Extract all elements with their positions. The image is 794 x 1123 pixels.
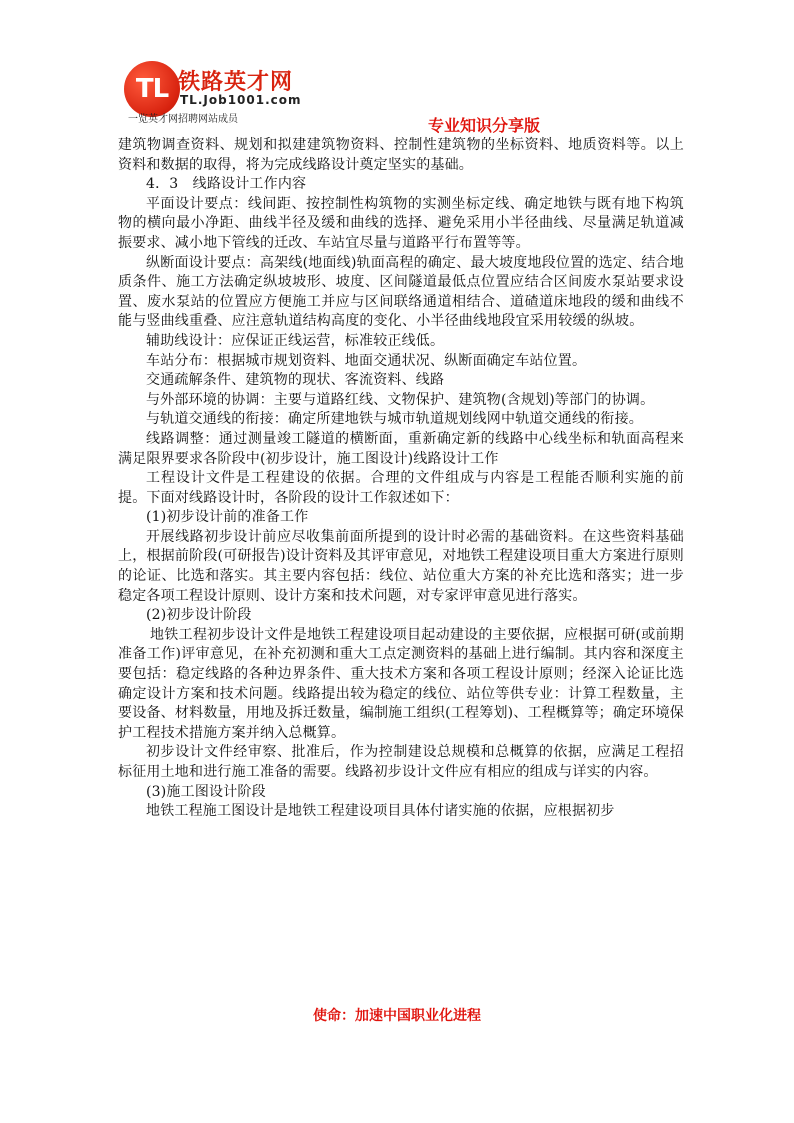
paragraph: 交通疏解条件、建筑物的现状、客流资料、线路 [146, 372, 445, 389]
logo-slogan: 一览英才网招聘网站成员 [128, 114, 238, 125]
section-heading: 4．3 线路设计工作内容 [146, 176, 307, 193]
paragraph: 初步设计文件经审察、批准后，作为控制建设总规模和总概算的依据，应满足工程招标征用土地和进行施工准备的需要。线路初步设计文件应有相应的组成与详实的内容。 [118, 744, 684, 780]
logo-name: 铁路英才网 [178, 70, 294, 95]
paragraph: 地铁工程施工图设计是地铁工程建设项目具体付诸实施的依据，应根据初步 [146, 803, 615, 820]
subsection-heading: (1)初步设计前的准备工作 [146, 509, 309, 526]
paragraph: 车站分布：根据城市规划资料、地面交通状况、纵断面确定车站位置。 [146, 352, 587, 369]
document-body [118, 136, 684, 822]
paragraph: 辅助线设计：应保证正线运营，标准较正线低。 [146, 332, 445, 349]
paragraph: 平面设计要点：线间距、按控制性构筑物的实测坐标定线、确定地铁与既有地下构筑物的横向最小净距、曲线半径及缓和曲线的选择、避免采用小半径曲线、尽量满足轨道减振要求、减小地下管线的迁改、车站宜尽量与道路平行布置等等。 [118, 195, 684, 251]
paragraph: 开展线路初步设计前应尽收集前面所提到的设计时必需的基础资料。在这些资料基础上，根据前阶段(可研报告)设计资料及其评审意见，对地铁工程建设项目重大方案进行原则的论证、比选和落实。其主要内容包括：线位、站位重大方案的补充比选和落实；进一步稳定各项工程设计原则、设计方案和技术问题，对专家评审意见进行落实。 [118, 528, 684, 604]
document-heading: 专业知识分享版 [428, 116, 541, 135]
paragraph: 建筑物调查资料、规划和拟建建筑物资料、控制性建筑物的坐标资料、地质资料等。以上资料和数据的取得，将为完成线路设计奠定坚实的基础。 [118, 137, 684, 173]
paragraph: 线路调整：通过测量竣工隧道的横断面，重新确定新的线路中心线坐标和轨面高程来满足限界要求各阶段中(初步设计，施工图设计)线路设计工作 [118, 430, 684, 467]
footer-slogan: 使命：加速中国职业化进程 [313, 1008, 481, 1024]
paragraph: 地铁工程初步设计文件是地铁工程建设项目起动建设的主要依据，应根据可研(或前期准备工作)评审意见，在补充初测和重大工点定测资料的基础上进行编制。其内容和深度主要包括：稳定线路的各种边界条件、重大技术方案和各项工程设计原则；经深入论证比选确定设计方案和技术问题。线路提出较为稳定的线位、站位等供专业：计算工程数量，主要设备、材料数量，用地及拆迁数量，编制施工组织(工程筹划)、工程概算等；确定环境保护工程技术措施方案并纳入总概算。 [118, 626, 684, 741]
paragraph: 工程设计文件是工程建设的依据。合理的文件组成与内容是工程能否顺利实施的前提。下面对线路设计时，各阶段的设计工作叙述如下： [118, 470, 684, 506]
logo-mark: TL [124, 61, 180, 117]
paragraph: 与外部环境的协调：主要与道路红线、文物保护、建筑物(含规划)等部门的协调。 [146, 391, 655, 408]
logo-url: TL.Job1001.com [180, 93, 302, 107]
subsection-heading: (3)施工图设计阶段 [146, 783, 266, 800]
subsection-heading: (2)初步设计阶段 [146, 607, 252, 624]
paragraph: 与轨道交通线的衔接：确定所建地铁与城市轨道规划线网中轨道交通线的衔接。 [146, 411, 643, 428]
paragraph: 纵断面设计要点：高架线(地面线)轨面高程的确定、最大坡度地段位置的选定、结合地质条件、施工方法确定纵坡坡形、坡度、区间隧道最低点位置应结合区间废水泵站要求设置、废水泵站的位置应方便施工并应与区间联络通道相结合、道碴道床地段的缓和曲线不能与竖曲线重叠、应注意轨道结构高度的变化、小半径曲线地段宜采用较缓的纵坡。 [118, 254, 684, 330]
site-header [118, 55, 718, 145]
